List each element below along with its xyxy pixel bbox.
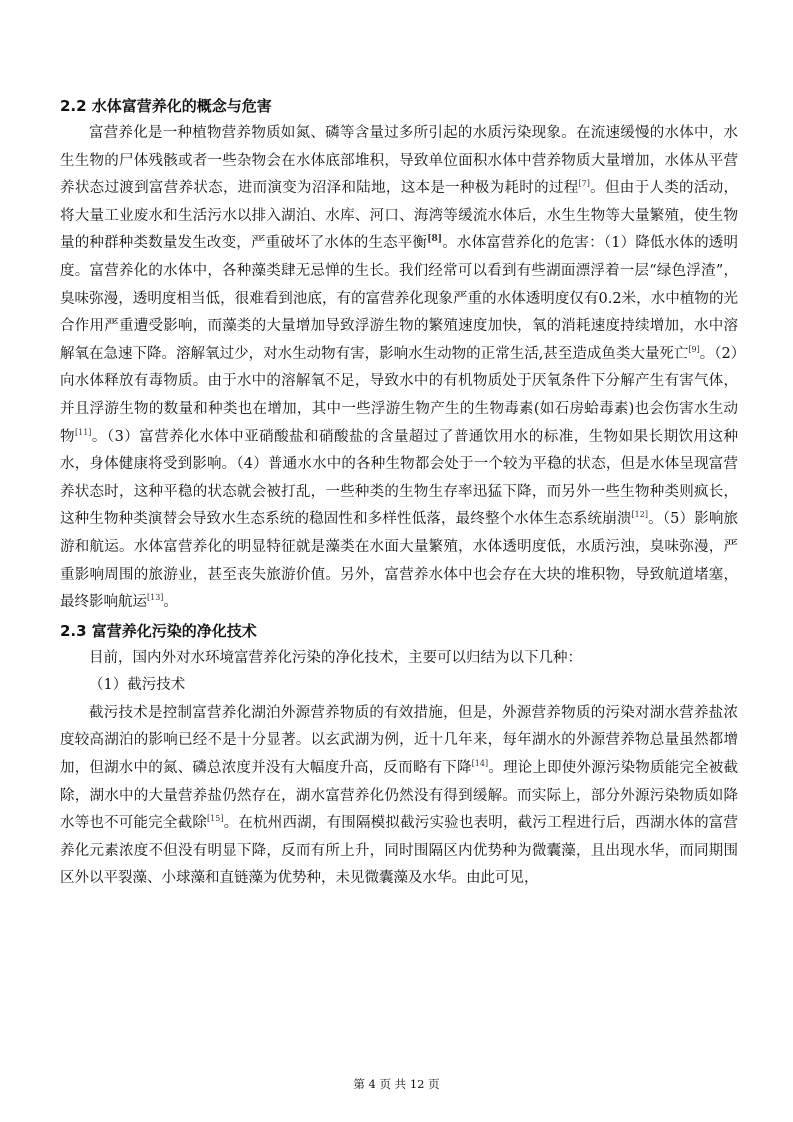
paragraph-purification-intro [60,645,738,673]
citation-ref: [13] [147,593,164,603]
paragraph-text: 。理论上即使外源污染物质能完全被截除，湖水中的大量营养盐仍然存在，湖水富营养化仍然没有得到缓解。而实际上，部分外源污染物质如降水等也不可能完全截除 [60,760,739,832]
citation-ref: [14] [471,759,489,769]
page-footer: 第 4 页 共 12 页 [353,1077,440,1091]
paragraph-text: 。 [163,594,178,611]
section-heading-2-3: 2.3 富营养化污染的净化技术 [60,621,257,640]
citation-ref: [9] [688,344,700,354]
citation-ref: [11] [74,427,92,437]
paragraph-eutrophication-concept [60,120,738,617]
paragraph-text: 。在杭州西湖，有围隔模拟截污实验也表明，截污工程进行后，西湖水体的富营养化元素浓度不但没有明显下降，反而有所上升，同时围隔区内优势种为微囊藻，且出现水华，而同期围区外以平裂藻、小球藻和直链藻为优势种，未见微囊藻及水华。由此可见， [60,815,739,887]
citation-ref: [7] [578,179,590,189]
paragraph-text: 。但由于人类的活动，将大量工业废水和生活污水以排入湖泊、水库、河口、海湾等缓流水体后，水生生物等大量繁殖，使生物量的种群种类数量发生改变，严重破坏了水体的生态平衡 [60,180,739,252]
paragraph-interception-title [60,672,738,700]
paragraph-text: 截污技术是控制富营养化湖泊外源营养物质的有效措施，但是，外源营养物质的污染对湖水营养盐浓度较高湖泊的影响已经不是十分显著。以玄武湖为例，近十几年来，每年湖水的外源营养物总量虽然都增加，但湖水中的氮、磷总浓度并没有大幅度升高，反而略有下降 [60,704,738,777]
citation-ref: [15] [207,814,224,824]
paragraph-text: 。水体富营养化的危害：（1）降低水体的透明度。富营养化的水体中，各种藻类肆无忌惮的生长。我们经常可以看到有些湖面漂浮着一层“绿色浮渣”，臭味弥漫，透明度相当低，很难看到池底，有的富营养化现象严重的水体透明度仅有0.2米，水中植物的光合作用严重遭受影响，而藻类的大量增加导致浮游生物的繁殖速度加快，氧的消耗速度持续增加，水中溶解氧在急速下降。溶解氧过少，对水生动物有害，影响水生动物的正常生活,甚至造成鱼类大量死亡 [60,235,738,362]
paragraph-text: 。（2）向水体释放有毒物质。由于水中的溶解氧不足，导致水中的有机物质处于厌氧条件下分解产生有害气体，并且浮游生物的数量和种类也在增加，其中一些浮游生物产生的生物毒素(如石房蛤毒素)也会伤害水生动物 [60,345,739,445]
paragraph-text: 富营养化是一种植物营养物质如氮、磷等含量过多所引起的水质污染现象。在流速缓慢的水体中，水生生物的尸体残骸或者一些杂物会在水体底部堆积，导致单位面积水体中营养物质大量增加，水体从平营养状态过渡到富营养状态，进而演变为沼泽和陆地，这本是一种极为耗时的过程 [60,125,738,197]
paragraph-text: （1）截污技术 [89,677,186,694]
page-body [60,92,738,893]
paragraph-text: 。（3）富营养化水体中亚硝酸盐和硝酸盐的含量超过了普通饮用水的标准，生物如果长期饮用这种水，身体健康将受到影响。（4）普通水水中的各种生物都会处于一个较为平稳的状态，但是水体呈现富营养状态时，这种平稳的状态就会被打乱，一些种类的生物生存率迅猛下降，而另外一些生物种类则疯长，这种生物种类演替会导致水生态系统的稳固性和多样性低落，最终整个水体生态系统崩溃 [60,428,738,528]
citation-ref: [12] [631,510,648,520]
paragraph-text: 。（5）影响旅游和航运。水体富营养化的明显特征就是藻类在水面大量繁殖，水体透明度低，水质污浊，臭味弥漫，严重影响周围的旅游业，甚至丧失旅游价值。另外，富营养水体中也会存在大块的堆积物，导致航道堵塞，最终影响航运 [60,511,738,611]
section-heading-2-2: 2.2 水体富营养化的概念与危害 [60,97,272,115]
paragraph-text: 目前，国内外对水环境富营养化污染的净化技术，主要可以归结为以下几种： [89,649,582,666]
paragraph-interception-technique [60,700,738,893]
citation-ref: [8] [427,234,443,245]
